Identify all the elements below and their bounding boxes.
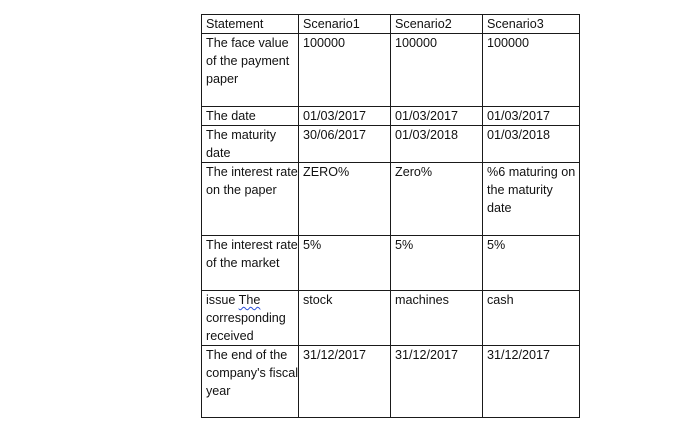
table-row: [202, 291, 580, 346]
cell-paper-interest-s2: Zero%: [391, 163, 483, 236]
issue-label-suffix: corresponding received: [206, 311, 286, 343]
table-row: [202, 163, 580, 236]
cell-fiscal-year-end-s2: 31/12/2017: [391, 346, 483, 418]
table-row: [202, 236, 580, 291]
cell-paper-interest-s3: %6 maturing on the maturity date: [483, 163, 580, 236]
cell-date-s3: 01/03/2017: [483, 107, 580, 126]
cell-date-s1: 01/03/2017: [299, 107, 391, 126]
header-scenario1: Scenario1: [299, 15, 391, 34]
cell-face-value-s2: 100000: [391, 34, 483, 107]
table-row: [202, 126, 580, 163]
header-statement: Statement: [202, 15, 299, 34]
cell-maturity-s1: 30/06/2017: [299, 126, 391, 163]
row-label-issue: [202, 291, 299, 346]
scenario-table: [201, 14, 580, 418]
cell-fiscal-year-end-s1: 31/12/2017: [299, 346, 391, 418]
row-label-date: The date: [202, 107, 299, 126]
cell-face-value-s1: 100000: [299, 34, 391, 107]
cell-fiscal-year-end-s3: 31/12/2017: [483, 346, 580, 418]
row-label-face-value: The face value of the payment paper: [202, 34, 299, 107]
cell-maturity-s2: 01/03/2018: [391, 126, 483, 163]
cell-issue-s3: cash: [483, 291, 580, 346]
cell-issue-s2: machines: [391, 291, 483, 346]
cell-date-s2: 01/03/2017: [391, 107, 483, 126]
cell-issue-s1: stock: [299, 291, 391, 346]
row-label-maturity-date: The maturity date: [202, 126, 299, 163]
table-row: [202, 107, 580, 126]
table-header-row: [202, 15, 580, 34]
row-label-paper-interest: The interest rate on the paper: [202, 163, 299, 236]
header-scenario3: Scenario3: [483, 15, 580, 34]
issue-label-prefix: issue: [206, 293, 239, 307]
cell-market-interest-s1: 5%: [299, 236, 391, 291]
spellcheck-flagged-word: The: [238, 293, 261, 307]
cell-market-interest-s2: 5%: [391, 236, 483, 291]
table-row: [202, 346, 580, 418]
table-row: [202, 34, 580, 107]
cell-market-interest-s3: 5%: [483, 236, 580, 291]
cell-paper-interest-s1: ZERO%: [299, 163, 391, 236]
cell-maturity-s3: 01/03/2018: [483, 126, 580, 163]
row-label-fiscal-year-end: The end of the company's fiscal year: [202, 346, 299, 418]
cell-face-value-s3: 100000: [483, 34, 580, 107]
row-label-market-interest: The interest rate of the market: [202, 236, 299, 291]
header-scenario2: Scenario2: [391, 15, 483, 34]
